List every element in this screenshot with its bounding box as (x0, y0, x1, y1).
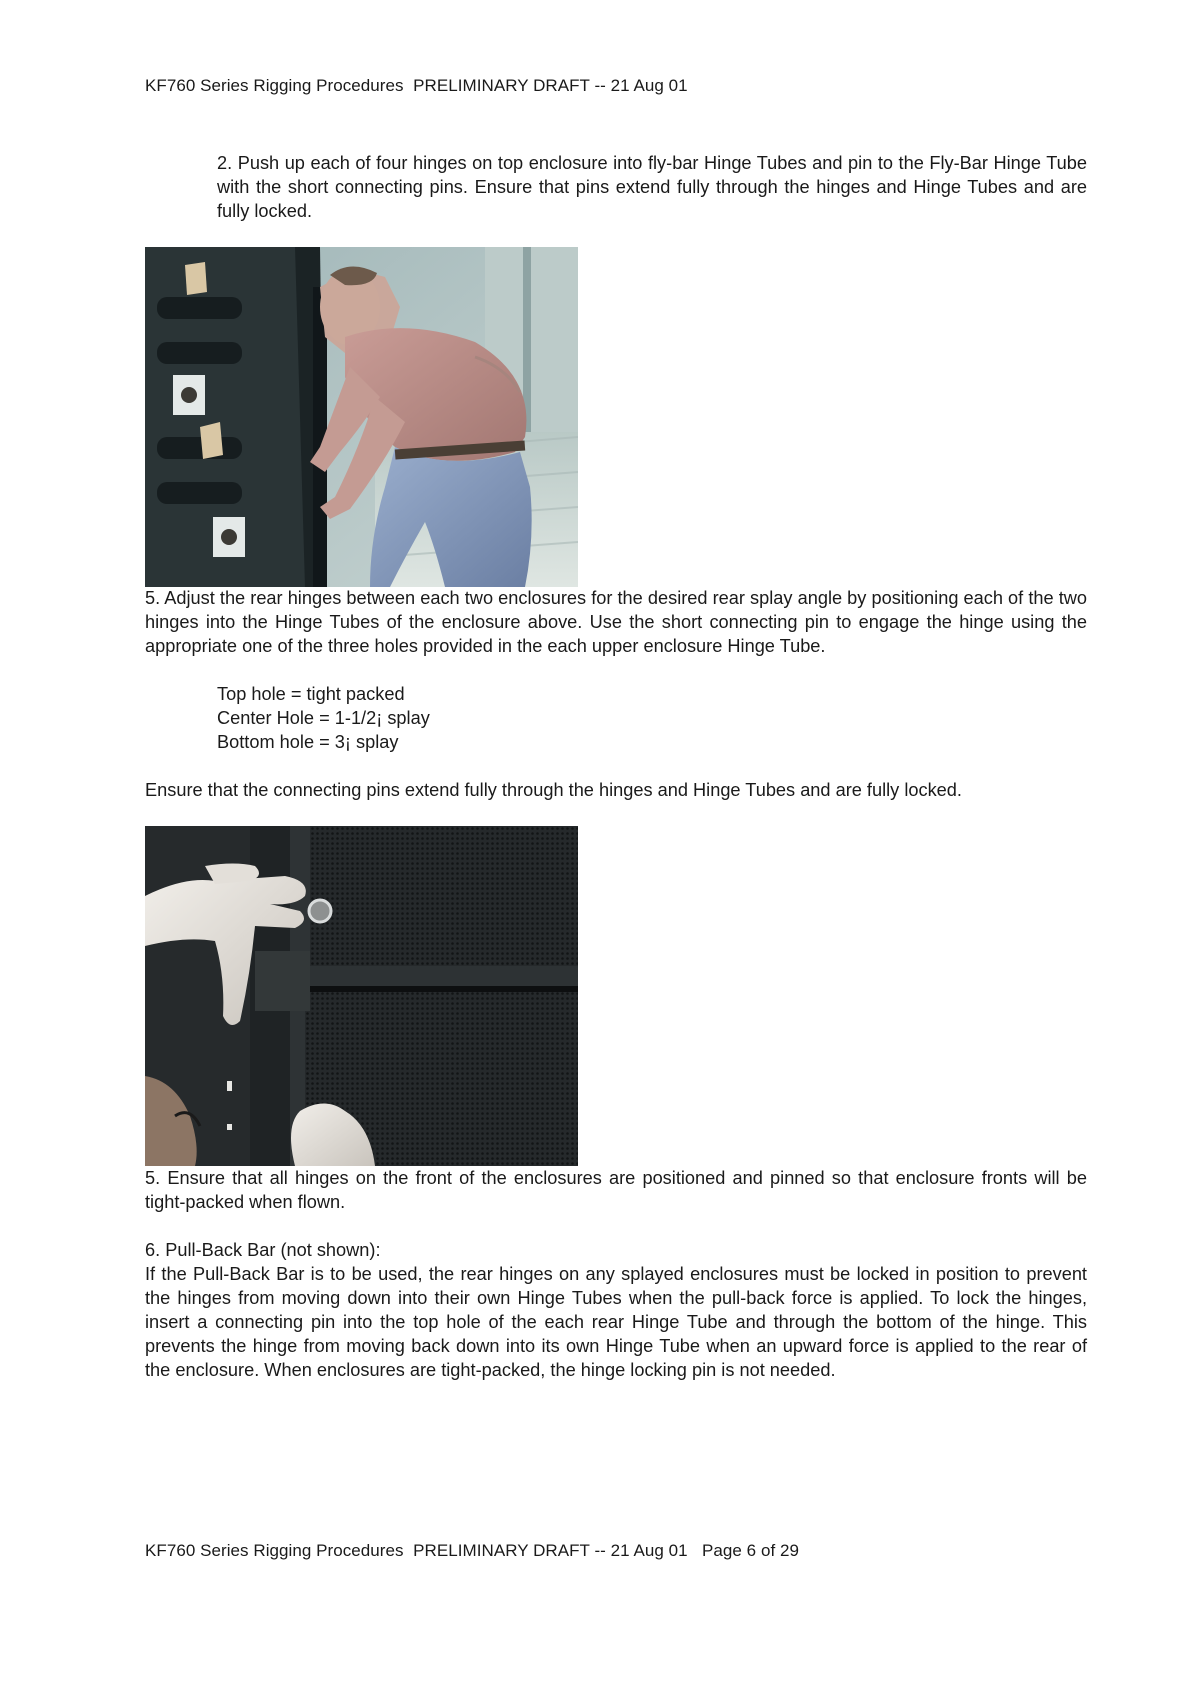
ensure-pins-paragraph: Ensure that the connecting pins extend fully through the hinges and Hinge Tubes and are fully locked. (145, 780, 962, 800)
step-5-rear-paragraph: 5. Adjust the rear hinges between each two enclosures for the desired rear splay angle by positioning each of the two hinges into the Hinge Tubes of the enclosure above. Use the short connecting pin to engage the hinge using the appropriate one of the three holes provided in the each upper enclosure Hinge Tube. (145, 588, 1087, 656)
splay-option-bottom: Bottom hole = 3¡ splay (217, 732, 399, 752)
photo-front-hinge-pinning (145, 826, 578, 1166)
step-6-paragraph: If the Pull-Back Bar is to be used, the rear hinges on any splayed enclosures must be locked in position to prevent the hinges from moving down into their own Hinge Tubes when the pull-back force is applied. To lock the hinges, insert a connecting pin into the top hole of the each rear Hinge Tube and through the bottom of the hinge. This prevents the hinge from moving back down into its own Hinge Tube when an upward force is applied to the rear of the enclosure. When enclosures are tight-packed, the hinge locking pin is not needed. (145, 1264, 1087, 1380)
step-2-paragraph: 2. Push up each of four hinges on top enclosure into fly-bar Hinge Tubes and pin to the Fly-Bar Hinge Tube with the short connecting pins. Ensure that pins extend fully through the hinges and Hinge Tubes and are fully locked. (217, 153, 1087, 221)
page-footer: KF760 Series Rigging Procedures PRELIMINARY DRAFT -- 21 Aug 01 Page 6 of 29 (145, 1541, 800, 1560)
splay-option-top: Top hole = tight packed (217, 684, 405, 704)
page-header: KF760 Series Rigging Procedures PRELIMINARY DRAFT -- 21 Aug 01 (145, 76, 688, 95)
photo-rear-hinge-rigging (145, 247, 578, 587)
step-5-front-paragraph: 5. Ensure that all hinges on the front of the enclosures are positioned and pinned so that enclosure fronts will be tight-packed when flown. (145, 1168, 1087, 1212)
splay-option-center: Center Hole = 1-1/2¡ splay (217, 708, 430, 728)
step-6-title: 6. Pull-Back Bar (not shown): (145, 1240, 381, 1260)
